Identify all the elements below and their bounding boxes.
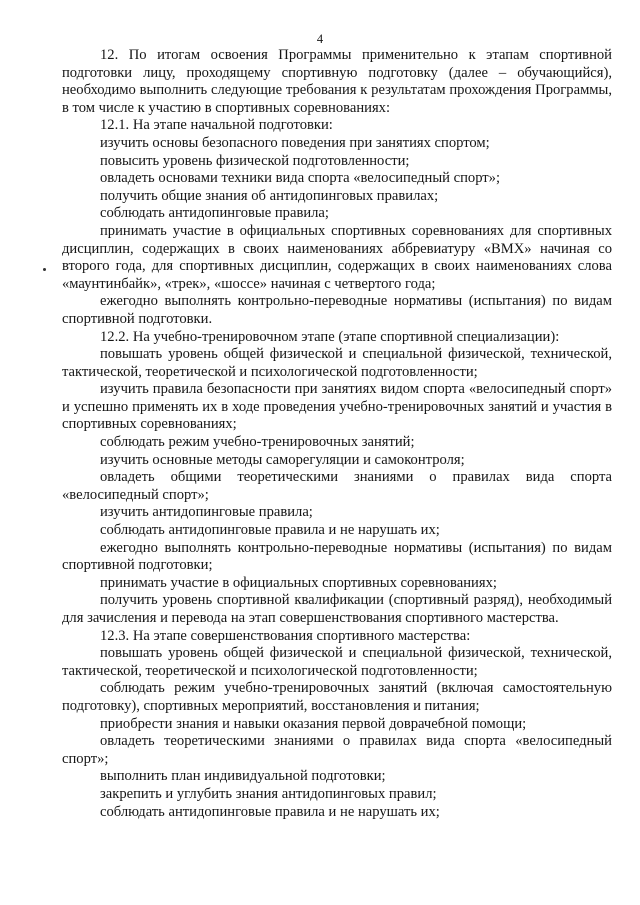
list-item: соблюдать режим учебно-тренировочных занятий; xyxy=(100,434,415,451)
list-item: соблюдать антидопинговые правила и не нарушать их; xyxy=(100,522,440,539)
list-item: овладеть теоретическими знаниями о правилах вида спорта «велосипедный спорт»; xyxy=(62,733,612,767)
section-heading-12-1: 12.1. На этапе начальной подготовки: xyxy=(100,117,333,134)
list-item: изучить антидопинговые правила; xyxy=(100,504,313,521)
document-body xyxy=(62,47,612,821)
paragraph-intro: 12. По итогам освоения Программы применительно к этапам спортивной подготовки лицу, проходящему спортивную подготовку (далее – обучающийся), необходимо выполнить следующие требования к результатам прохождения Программы, в том числе к участию в спортивных соревнованиях: xyxy=(62,47,612,116)
list-item: повысить уровень физической подготовленности; xyxy=(100,152,410,169)
page-number: 4 xyxy=(316,32,324,46)
list-item: повышать уровень общей физической и специальной физической, технической, тактической, теоретической и психологической подготовленности; xyxy=(62,645,612,679)
list-item: овладеть общими теоретическими знаниями о правилах вида спорта «велосипедный спорт»; xyxy=(62,469,612,503)
section-heading-12-2: 12.2. На учебно-тренировочном этапе (этапе спортивной специализации): xyxy=(100,328,560,345)
list-item: соблюдать режим учебно-тренировочных занятий (включая самостоятельную подготовку), спортивных мероприятий, восстановления и питания; xyxy=(62,680,612,714)
list-item: повышать уровень общей физической и специальной физической, технической, тактической, теоретической и психологической подготовленности; xyxy=(62,346,612,380)
list-item: принимать участие в официальных спортивных соревнованиях; xyxy=(100,574,497,591)
list-item: соблюдать антидопинговые правила; xyxy=(100,205,329,222)
list-item: получить уровень спортивной квалификации (спортивный разряд), необходимый для зачисления и перевода на этап совершенствования спортивного мастерства. xyxy=(62,592,612,626)
list-item: соблюдать антидопинговые правила и не нарушать их; xyxy=(100,803,440,820)
list-item: овладеть основами техники вида спорта «велосипедный спорт»; xyxy=(100,170,501,187)
list-item: выполнить план индивидуальной подготовки; xyxy=(100,768,386,785)
scan-artifact-dot xyxy=(43,268,46,271)
list-item: изучить основные методы саморегуляции и самоконтроля; xyxy=(100,451,465,468)
list-item: изучить основы безопасного поведения при занятиях спортом; xyxy=(100,134,490,151)
list-item: принимать участие в официальных спортивных соревнованиях для спортивных дисциплин, содержащих в своих наименованиях аббревиатуру «ВМХ» начиная со второго года, для спортивных дисциплин, содержащих в своих наименованиях слова «маунтинбайк», «трек», «шоссе» начиная с четвертого года; xyxy=(62,222,612,292)
list-item: ежегодно выполнять контрольно-переводные нормативы (испытания) по видам спортивной подготовки. xyxy=(62,293,612,327)
list-item: приобрести знания и навыки оказания первой доврачебной помощи; xyxy=(100,715,527,732)
list-item: закрепить и углубить знания антидопинговых правил; xyxy=(100,785,437,802)
list-item: изучить правила безопасности при занятиях видом спорта «велосипедный спорт» и успешно применять их в ходе проведения учебно-тренировочных занятий и участия в спортивных соревнованиях; xyxy=(62,381,612,433)
list-item: получить общие знания об антидопинговых правилах; xyxy=(100,187,439,204)
list-item: ежегодно выполнять контрольно-переводные нормативы (испытания) по видам спортивной подготовки; xyxy=(62,539,612,574)
section-heading-12-3: 12.3. На этапе совершенствования спортивного мастерства: xyxy=(100,627,471,644)
